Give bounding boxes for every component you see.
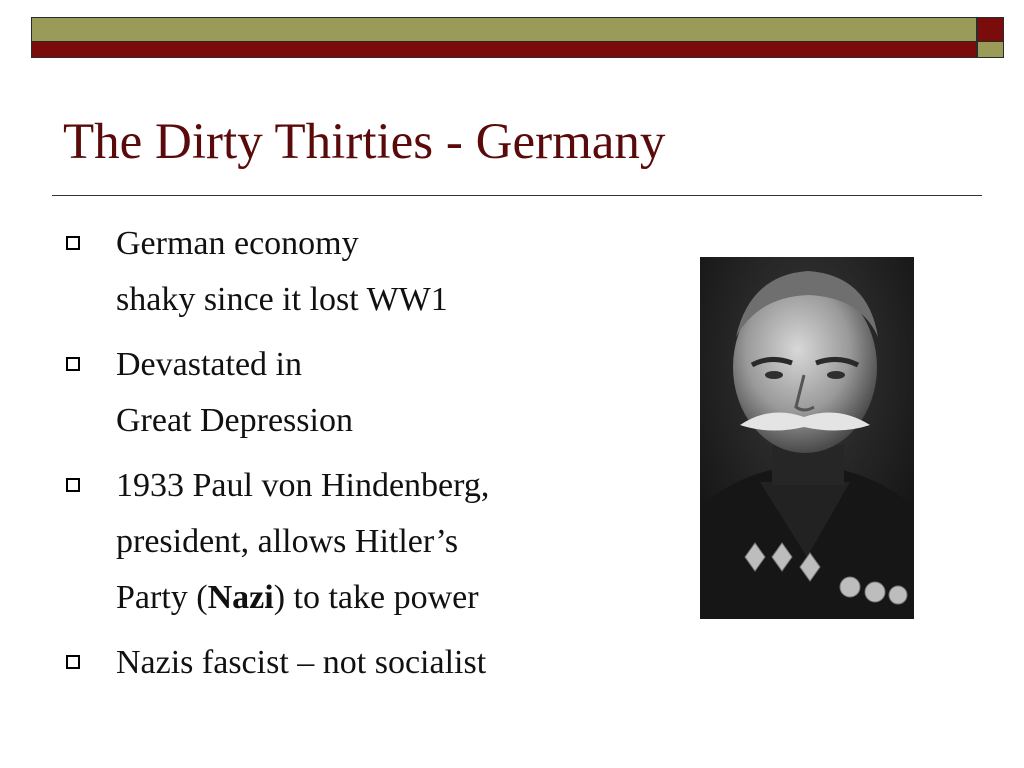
bullet-text: Party ( (116, 579, 208, 616)
header-bar-olive (31, 17, 977, 42)
title-divider (52, 195, 982, 196)
bullet-item (64, 337, 684, 449)
square-bullet-icon (66, 357, 80, 371)
bullet-item (64, 635, 684, 691)
bullet-line (116, 570, 684, 626)
square-bullet-icon (66, 478, 80, 492)
bullet-line: president, allows Hitler’s (116, 523, 459, 560)
bullet-line: 1933 Paul von Hindenberg, (116, 467, 490, 504)
corner-square-red (977, 17, 1004, 42)
bold-term: Nazi (207, 579, 274, 616)
bullet-list (64, 216, 684, 700)
bullet-line: Devastated in (116, 346, 302, 383)
square-bullet-icon (66, 655, 80, 669)
bullet-line: Nazis fascist – not socialist (116, 644, 487, 681)
bullet-item (64, 458, 684, 626)
portrait-illustration (700, 257, 914, 619)
portrait-photo (700, 257, 914, 619)
bullet-line: Great Depression (116, 402, 353, 439)
bullet-text: ) to take power (273, 579, 479, 616)
square-bullet-icon (66, 236, 80, 250)
slide-title: The Dirty Thirties - Germany (63, 114, 666, 170)
bullet-line: German economy (116, 225, 359, 262)
bullet-line: shaky since it lost WW1 (116, 281, 448, 318)
header-bar-red (31, 41, 977, 58)
bullet-item (64, 216, 684, 328)
corner-square-olive (977, 41, 1004, 58)
